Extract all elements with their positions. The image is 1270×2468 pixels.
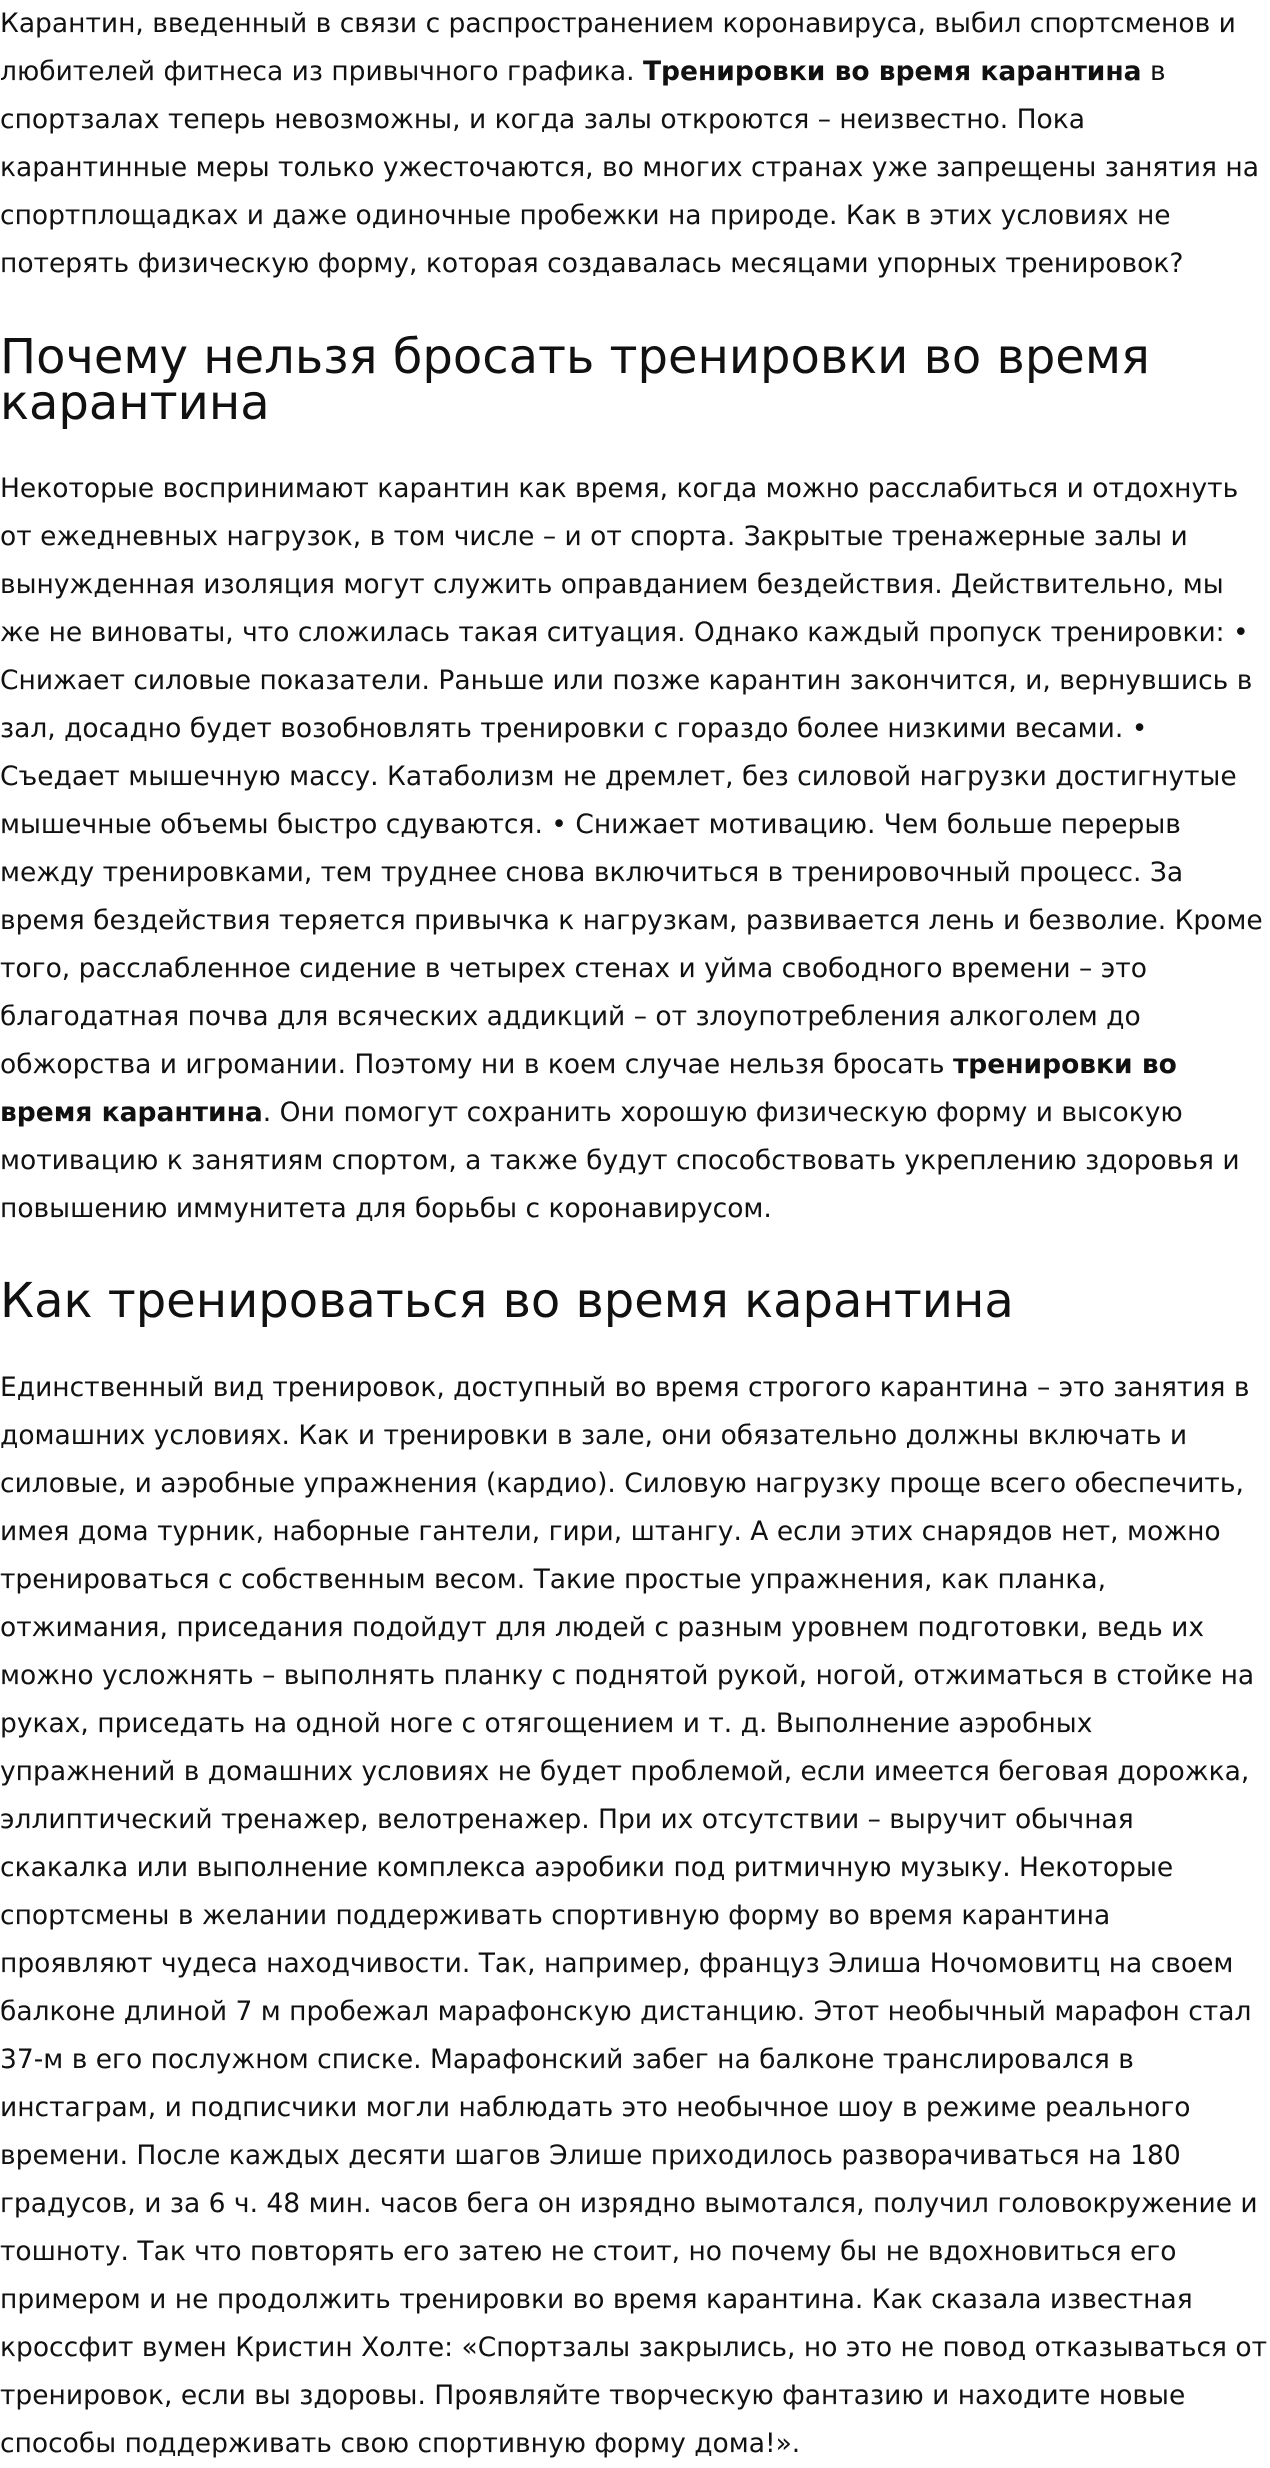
section1-bold-keyword: тренировки во время карантина [0,1049,1177,1128]
section1-paragraph [0,465,1270,1233]
intro-text-part1: Карантин, введенный в связи с распространением коронавируса, выбил спортсменов и любителей фитнеса из привычного графика. [0,8,1236,87]
intro-text-part2: в спортзалах теперь невозможны, и когда залы откроются – неизвестно. Пока карантинные меры только ужесточаются, во многих странах уже запрещены занятия на спортплощадках и даже одиночные пробежки на природе. Как в этих условиях не потерять физическую форму, которая создавалась месяцами упорных тренировок? [0,56,1259,279]
section1-heading: Почему нельзя бросать тренировки во время карантина [0,329,1150,431]
intro-paragraph [0,0,1270,288]
section1-text-part1: Некоторые воспринимают карантин как время, когда можно расслабиться и отдохнуть от ежедневных нагрузок, в том числе – и от спорта. Закрытые тренажерные залы и вынужденная изоляция могут служить оправданием бездействия. Действительно, мы же не виноваты, что сложилась такая ситуация. Однако каждый пропуск тренировки: • Снижает силовые показатели. Раньше или позже карантин закончится, и, вернувшись в зал, досадно будет возобновлять тренировки с гораздо более низкими весами. • Съедает мышечную массу. Катаболизм не дремлет, без силовой нагрузки достигнутые мышечные объемы быстро сдуваются. • Снижает мотивацию. Чем больше перерыв между тренировками, тем труднее снова включиться в тренировочный процесс. За время бездействия теряется привычка к нагрузкам, развивается лень и безволие. Кроме того, расслабленное сидение в четырех стенах и уйма свободного времени – это благодатная почва для всяческих аддикций – от злоупотребления алкоголем до обжорства и игромании. Поэтому ни в коем случае нельзя бросать [0,473,1263,1080]
intro-bold-keyword: Тренировки во время карантина [642,56,1142,87]
section2-heading: Как тренироваться во время карантина [0,1273,1014,1329]
section2-paragraph: Единственный вид тренировок, доступный во время строгого карантина – это занятия в домашних условиях. Как и тренировки в зале, они обязательно должны включать и силовые, и аэробные упражнения (кардио). Силовую нагрузку проще всего обеспечить, имея дома турник, наборные гантели, гири, штангу. А если этих снарядов нет, можно тренироваться с собственным весом. Такие простые упражнения, как планка, отжимания, приседания подойдут для людей с разным уровнем подготовки, ведь их можно усложнять – выполнять планку с поднятой рукой, ногой, отжиматься в стойке на руках, приседать на одной ноге с отягощением и т. д. Выполнение аэробных упражнений в домашних условиях не будет проблемой, если имеется беговая дорожка, эллиптический тренажер, велотренажер. При их отсутствии – выручит обычная скакалка или выполнение комплекса аэробики под ритмичную музыку. Некоторые спортсмены в желании поддерживать спортивную форму во время карантина проявляют чудеса находчивости. Так, например, француз Элиша Ночомовитц на своем балконе длиной 7 м пробежал марафонскую дистанцию. Этот необычный марафон стал 37-м в его послужном списке. Марафонский забег на балконе транслировался в инстаграм, и подписчики могли наблюдать это необычное шоу в режиме реального времени. После каждых десяти шагов Элише приходилось разворачиваться на 180 градусов, и за 6 ч. 48 мин. часов бега он изрядно вымотался, получил головокружение и тошноту. Так что повторять его затею не стоит, но почему бы не вдохновиться его примером и не продолжить тренировки во время карантина. Как сказала известная кроссфит вумен Кристин Холте: «Спортзалы закрылись, но это не повод отказываться от тренировок, если вы здоровы. Проявляйте творческую фантазию и находите новые способы поддерживать свою спортивную форму дома!». [0,1372,1268,2459]
section1-text-part2: . Они помогут сохранить хорошую физическую форму и высокую мотивацию к занятиям спортом, а также будут способствовать укреплению здоровья и повышению иммунитета для борьбы с коронавирусом. [0,1097,1240,1224]
